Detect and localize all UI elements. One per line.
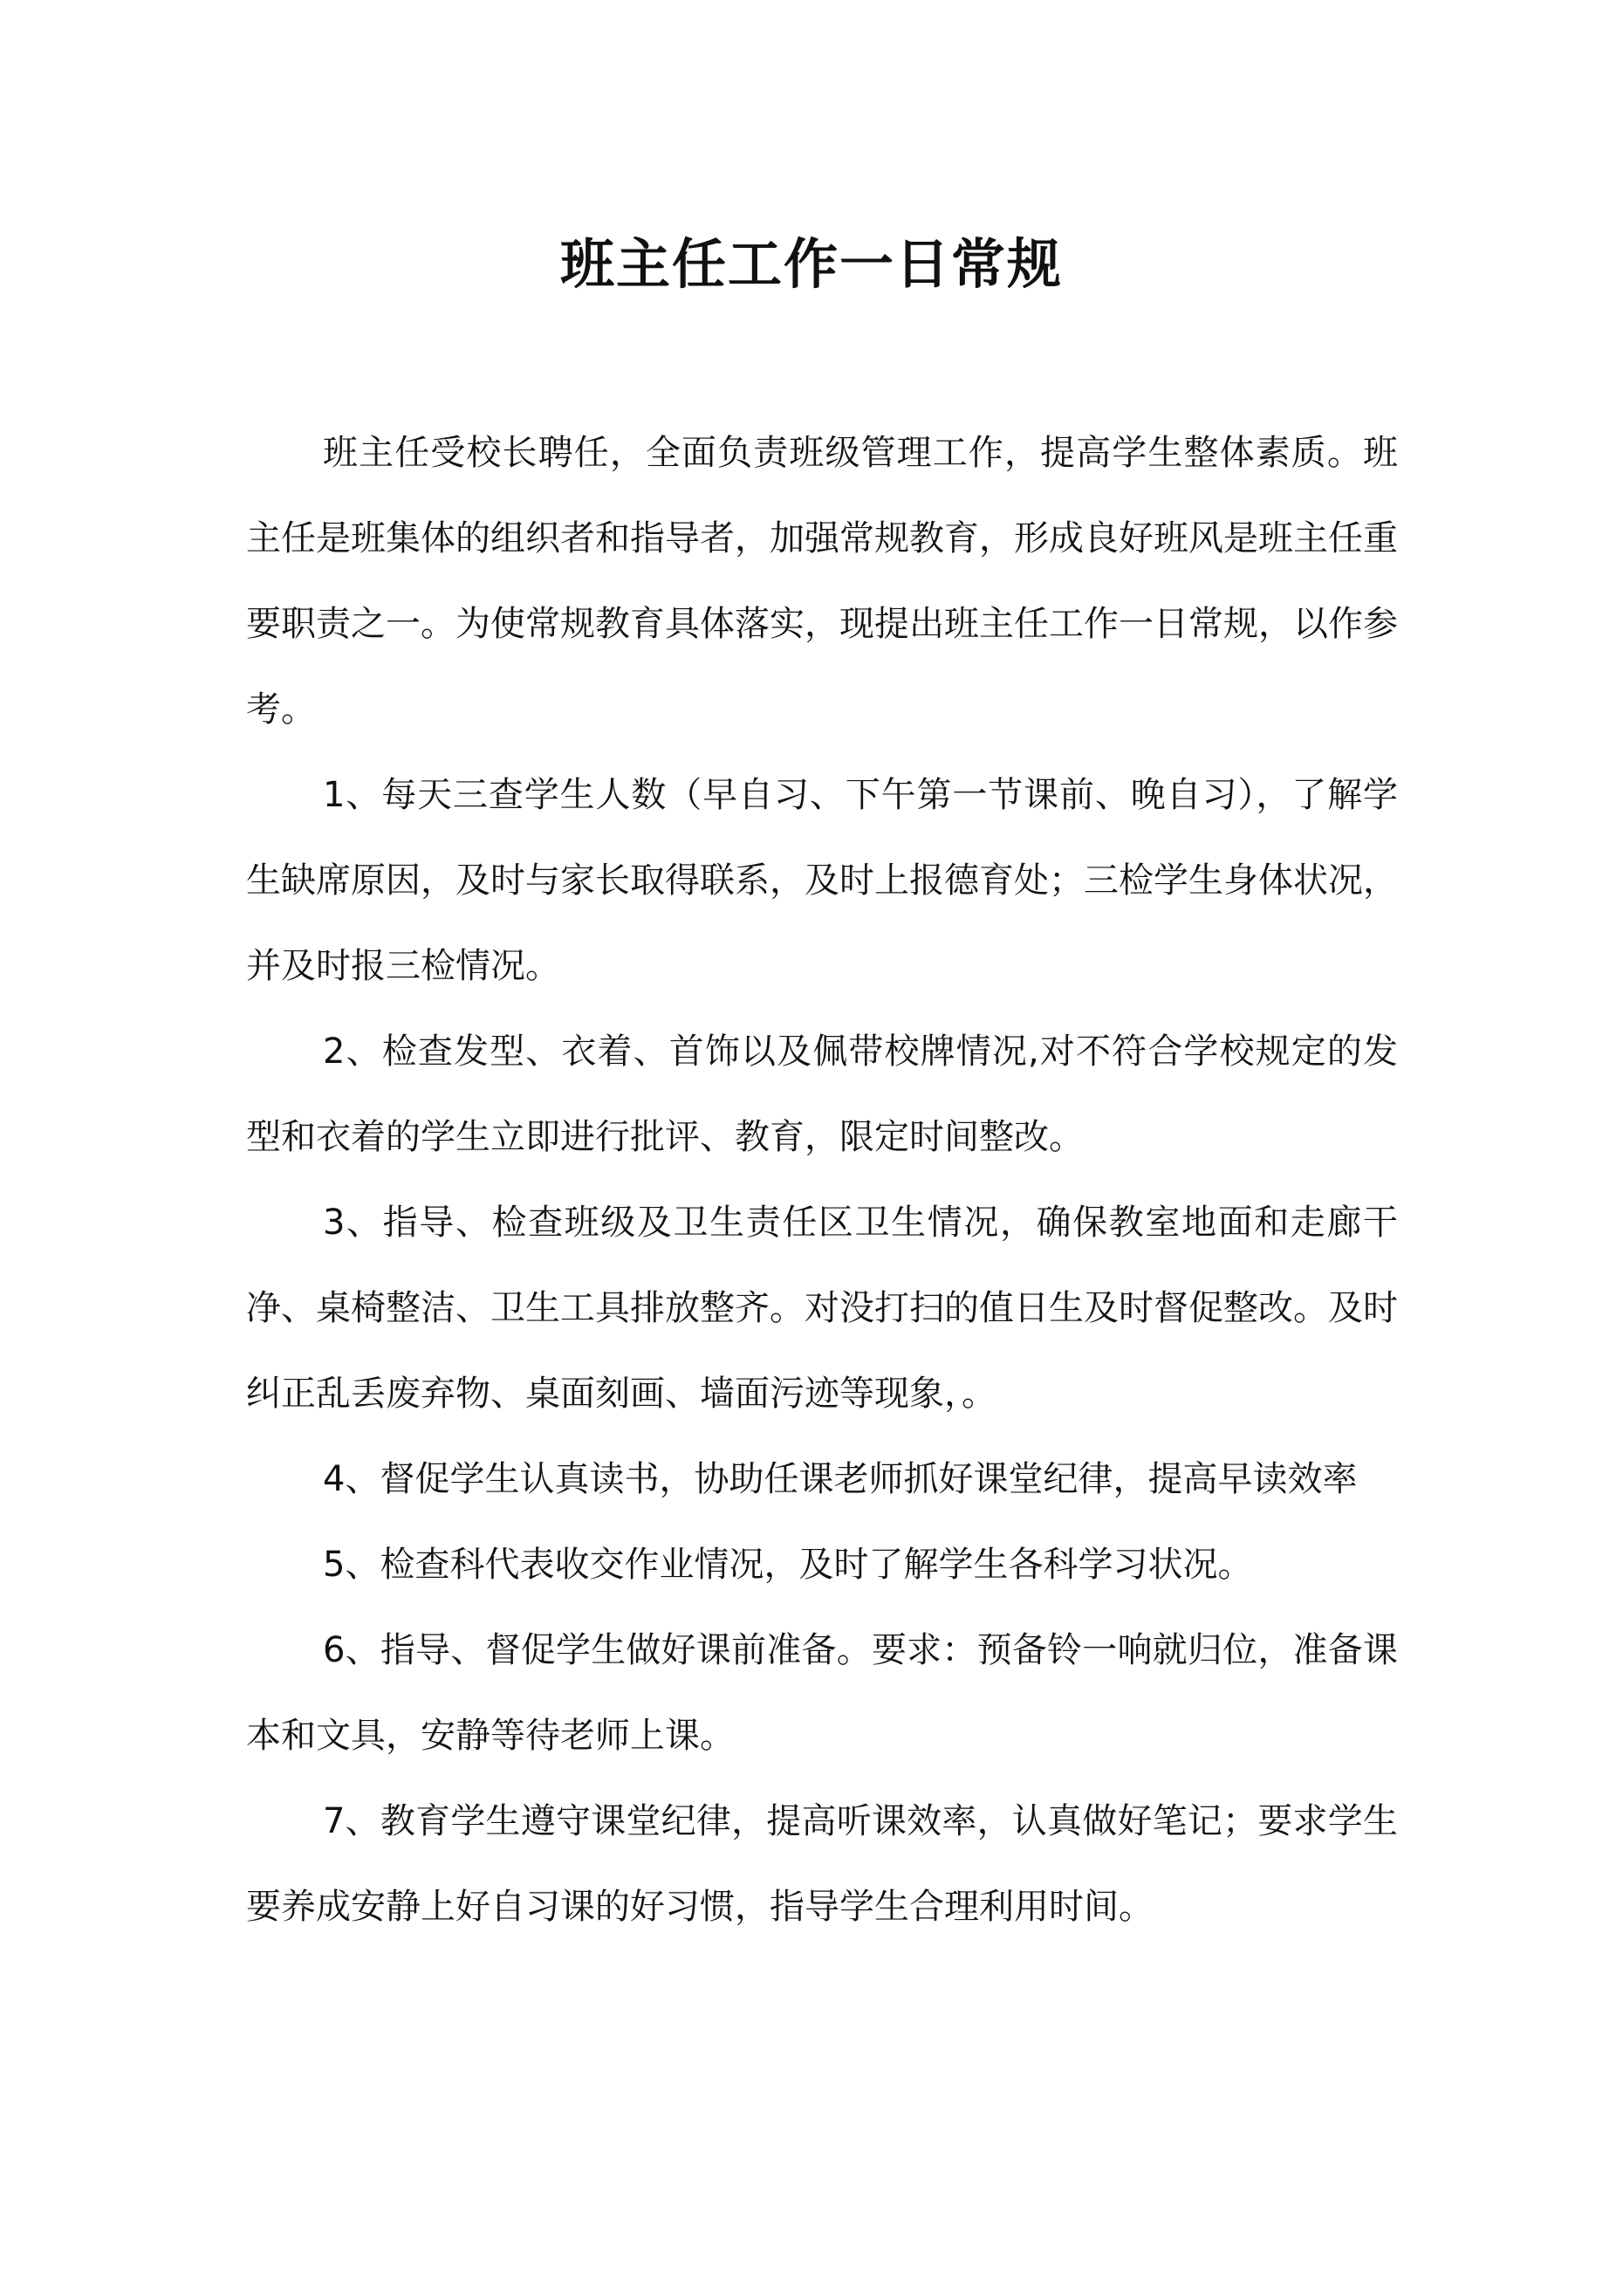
- paragraph-item-4: 4、督促学生认真读书，协助任课老师抓好课堂纪律，提高早读效率: [323, 1459, 1358, 1499]
- paragraph-item-3: 3、指导、检查班级及卫生责任区卫生情况，确保教室地面和走廊干净、桌椅整洁、卫生工具排放整齐。对没打扫的值日生及时督促整改。及时纠正乱丢废弃物、桌面刻画、墙面污迹等现象，。: [246, 1203, 1398, 1414]
- paragraph-item-2: 2、检查发型、衣着、首饰以及佩带校牌情况,对不符合学校规定的发型和衣着的学生立即进行批评、教育，限定时间整改。: [246, 1031, 1398, 1157]
- paragraph-item-6: 6、指导、督促学生做好课前准备。要求：预备铃一响就归位，准备课本和文具，安静等待老师上课。: [246, 1630, 1398, 1756]
- paragraph-intro: 班主任受校长聘任，全面负责班级管理工作，提高学生整体素质。班主任是班集体的组织者和指导者，加强常规教育，形成良好班风是班主任重要职责之一。为使常规教育具体落实，现提出班主任工作一日常规，以作参考。: [246, 433, 1398, 730]
- document-title: 班主任工作一日常规: [559, 232, 1063, 296]
- paragraph-item-1: 1、每天三查学生人数（早自习、下午第一节课前、晚自习），了解学生缺席原因，及时与家长取得联系，及时上报德育处；三检学生身体状况，并及时报三检情况。: [246, 775, 1398, 986]
- paragraph-item-5: 5、检查科代表收交作业情况，及时了解学生各科学习状况。: [323, 1545, 1253, 1585]
- paragraph-item-7: 7、教育学生遵守课堂纪律，提高听课效率，认真做好笔记；要求学生要养成安静上好自习课的好习惯，指导学生合理利用时间。: [246, 1801, 1398, 1927]
- document-body: [246, 410, 1398, 1950]
